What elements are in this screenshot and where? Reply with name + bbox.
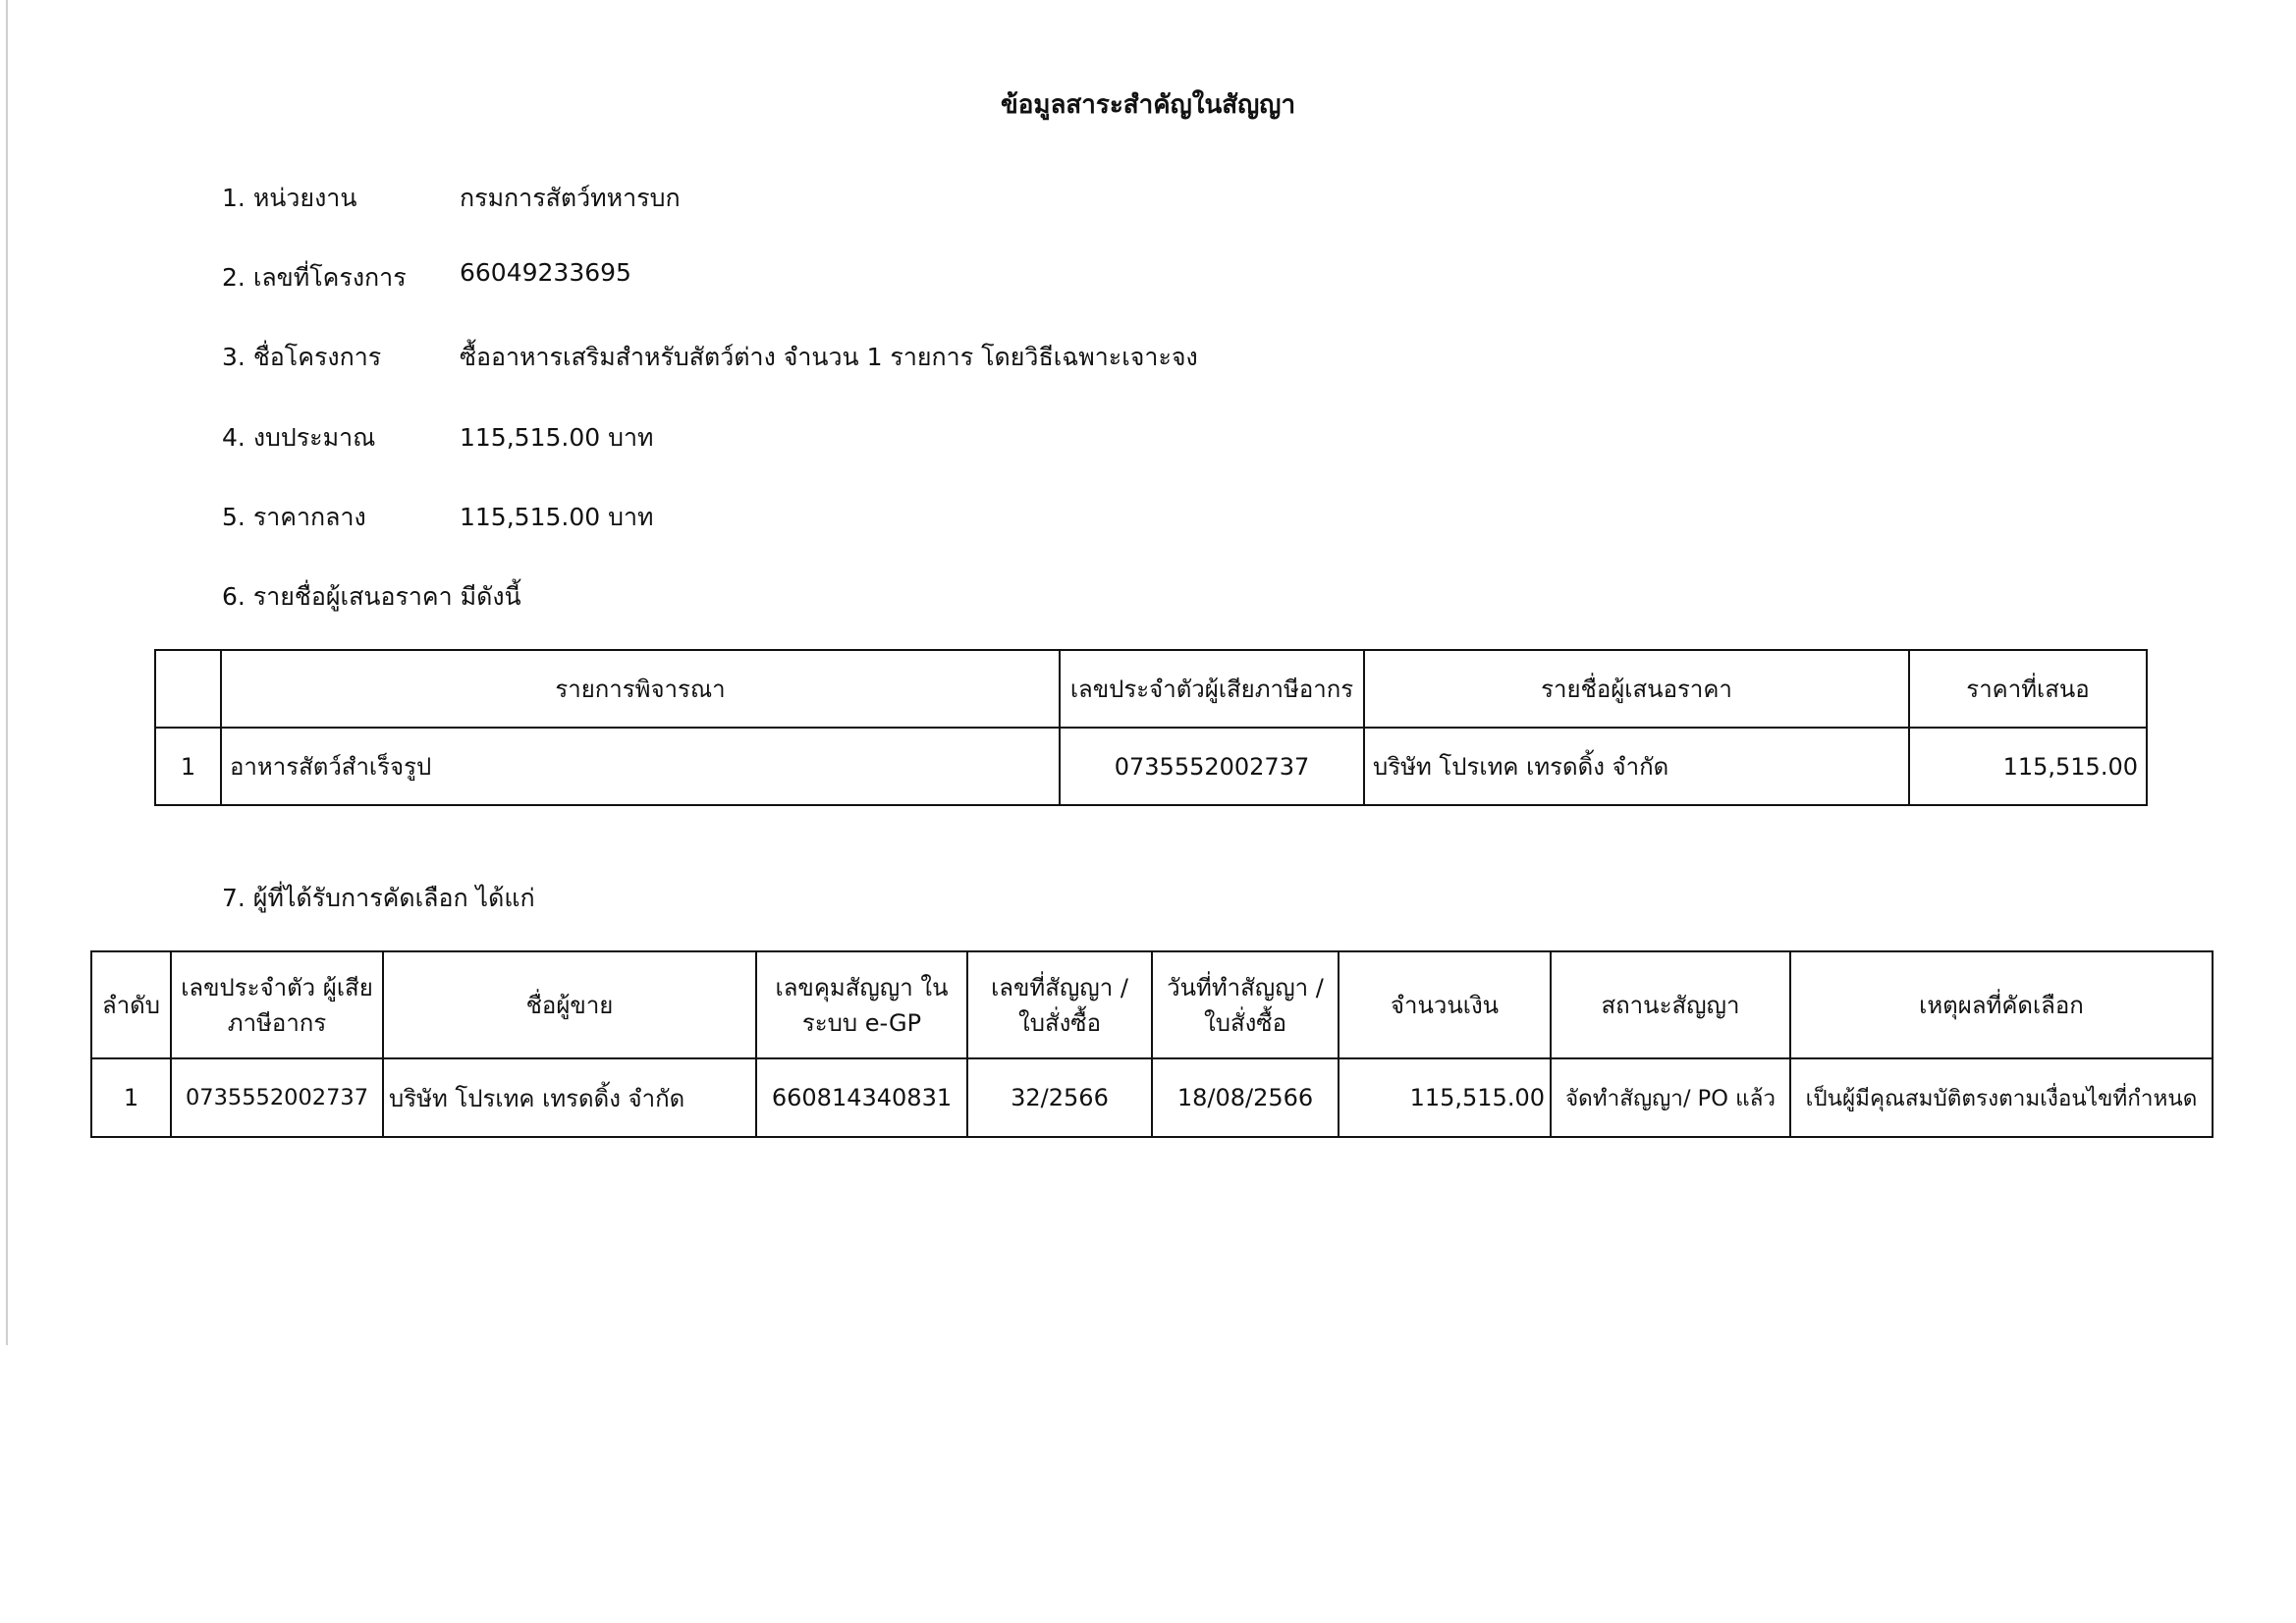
cell-index: 1 [155, 728, 221, 805]
bidders-table [154, 649, 2148, 806]
cell-contract-date: 18/08/2566 [1152, 1058, 1339, 1137]
column-header-egp-control: เลขคุมสัญญา ในระบบ e-GP [756, 951, 967, 1058]
cell-item: อาหารสัตว์สำเร็จรูป [221, 728, 1060, 805]
field-number: 5. [222, 503, 246, 531]
cell-order: 1 [91, 1058, 171, 1137]
column-header-order: ลำดับ [91, 951, 171, 1058]
bidders-heading: 6. รายชื่อผู้เสนอราคา มีดังนี้ [222, 582, 521, 611]
column-header-tax-id: เลขประจำตัว ผู้เสียภาษีอากร [171, 951, 383, 1058]
cell-contract-number: 32/2566 [967, 1058, 1152, 1137]
cell-tax-id: 0735552002737 [171, 1058, 383, 1137]
field-project-number [222, 258, 631, 298]
field-label: ชื่อโครงการ [252, 343, 382, 371]
field-label: ราคากลาง [252, 503, 366, 531]
winners-table [90, 950, 2214, 1138]
cell-bidder: บริษัท โปรเทค เทรดดิ้ง จำกัด [1364, 728, 1909, 805]
field-label: หน่วยงาน [252, 184, 357, 212]
field-median-price [222, 498, 654, 537]
table-header-row [155, 650, 2147, 728]
column-header-item: รายการพิจารณา [221, 650, 1060, 728]
scan-edge-line [6, 0, 8, 1345]
table-row [91, 1058, 2213, 1137]
document-title: ข้อมูลสาระสำคัญในสัญญา [1000, 90, 1296, 120]
winners-heading: 7. ผู้ที่ได้รับการคัดเลือก ได้แก่ [222, 884, 535, 912]
column-header-selection-reason: เหตุผลที่คัดเลือก [1790, 951, 2213, 1058]
cell-seller: บริษัท โปรเทค เทรดดิ้ง จำกัด [383, 1058, 756, 1137]
cell-contract-status: จัดทำสัญญา/ PO แล้ว [1551, 1058, 1790, 1137]
table-row [155, 728, 2147, 805]
field-number: 1. [222, 184, 246, 212]
field-label: เลขที่โครงการ [252, 263, 407, 292]
field-project-name [222, 338, 1198, 377]
column-header-seller: ชื่อผู้ขาย [383, 951, 756, 1058]
column-header-contract-number: เลขที่สัญญา / ใบสั่งซื้อ [967, 951, 1152, 1058]
field-number: 3. [222, 343, 246, 371]
field-value: 115,515.00 บาท [460, 503, 654, 531]
column-header-bidder: รายชื่อผู้เสนอราคา [1364, 650, 1909, 728]
cell-tax-id: 0735552002737 [1060, 728, 1364, 805]
column-header-index [155, 650, 221, 728]
field-value: กรมการสัตว์ทหารบก [460, 184, 681, 212]
cell-offer-price: 115,515.00 [1909, 728, 2147, 805]
cell-egp-control: 660814340831 [756, 1058, 967, 1137]
field-number: 2. [222, 263, 246, 292]
field-number: 4. [222, 423, 246, 452]
field-value: 66049233695 [460, 258, 631, 287]
field-label: งบประมาณ [252, 423, 376, 452]
cell-amount: 115,515.00 [1339, 1058, 1551, 1137]
field-value: 115,515.00 บาท [460, 423, 654, 452]
column-header-amount: จำนวนเงิน [1339, 951, 1551, 1058]
column-header-contract-date: วันที่ทำสัญญา / ใบสั่งซื้อ [1152, 951, 1339, 1058]
cell-selection-reason: เป็นผู้มีคุณสมบัติตรงตามเงื่อนไขที่กำหนด [1790, 1058, 2213, 1137]
column-header-offer-price: ราคาที่เสนอ [1909, 650, 2147, 728]
column-header-tax-id: เลขประจำตัวผู้เสียภาษีอากร [1060, 650, 1364, 728]
column-header-contract-status: สถานะสัญญา [1551, 951, 1790, 1058]
table-header-row [91, 951, 2213, 1058]
field-value: ซื้ออาหารเสริมสำหรับสัตว์ต่าง จำนวน 1 รายการ โดยวิธีเฉพาะเจาะจง [460, 343, 1198, 371]
field-agency [222, 179, 681, 218]
field-budget [222, 418, 654, 458]
